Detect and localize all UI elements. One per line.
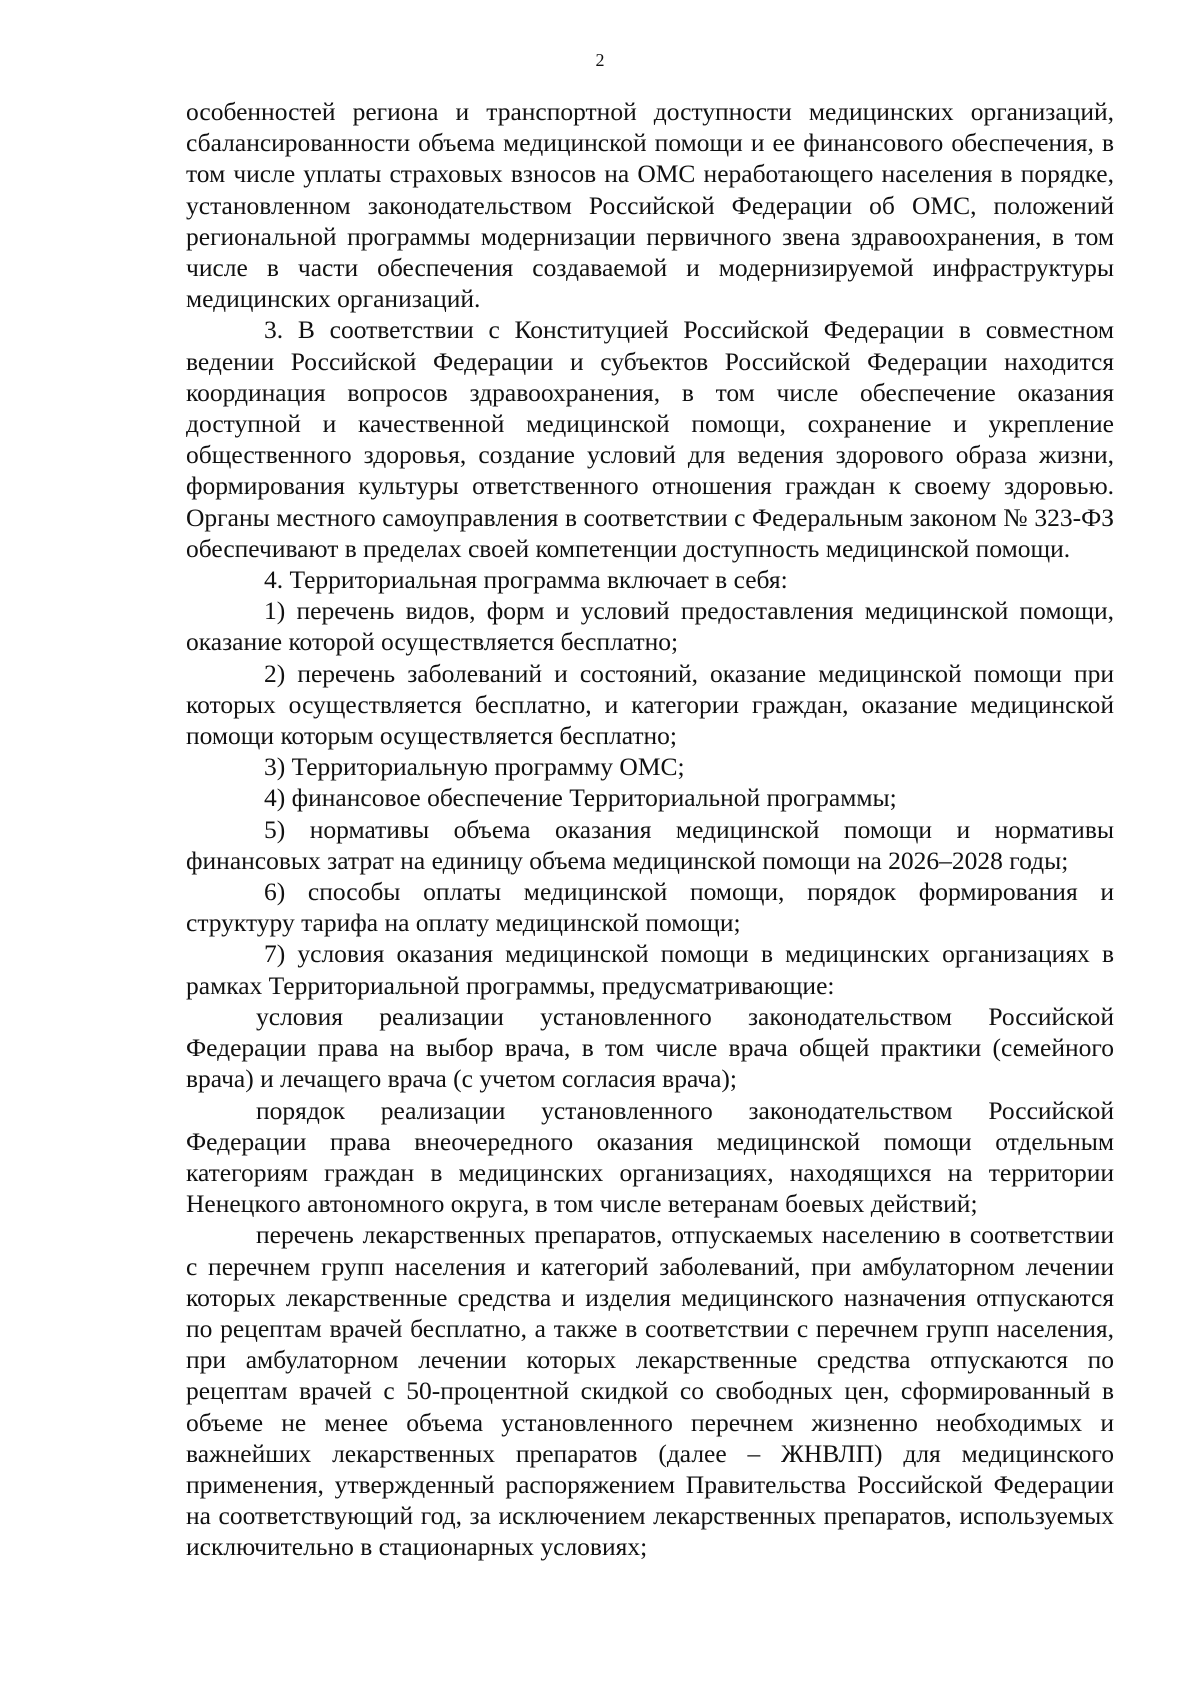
page-number: 2 [595, 50, 605, 70]
sub-item-drug-list: перечень лекарственных препаратов, отпускаемых населению в соответствии с перечнем групп населения и категорий заболеваний, при амбулаторном лечении которых лекарственные средства и изделия медицинского назначения отпускаются по рецептам врачей бесплатно, а также в соответствии с перечнем групп населения, при амбулаторном лечении которых лекарственные средства отпускаются по рецептам врачей с 50-процентной скидкой со свободных цен, сформированный в объеме не менее объема установленного перечнем жизненно необходимых и важнейших лекарственных препаратов (далее – ЖНВЛП) для медицинского применения, утвержденный распоряжением Правительства Российской Федерации на соответствующий год, за исключением лекарственных препаратов, используемых исключительно в стационарных условиях; [186, 1220, 1114, 1562]
paragraph-continuation: особенностей региона и транспортной доступности медицинских организаций, сбалансированности объема медицинской помощи и ее финансового обеспечения, в том числе уплаты страховых взносов на ОМС неработающего населения в порядке, установленном законодательством Российской Федерации об ОМС, положений региональной программы модернизации первичного звена здравоохранения, в том числе в части обеспечения создаваемой и модернизируемой инфраструктуры медицинских организаций. [186, 97, 1114, 314]
list-item-7: 7) условия оказания медицинской помощи в медицинских организациях в рамках Территориальной программы, предусматривающие: [186, 939, 1114, 1000]
document-body [186, 96, 1114, 1563]
list-item-4: 4) финансовое обеспечение Территориальной программы; [264, 783, 897, 813]
list-item-3: 3) Территориальную программу ОМС; [264, 752, 685, 782]
list-item-6: 6) способы оплаты медицинской помощи, порядок формирования и структуру тарифа на оплату медицинской помощи; [186, 877, 1114, 938]
list-item-5: 5) нормативы объема оказания медицинской помощи и нормативы финансовых затрат на единицу объема медицинской помощи на 2026–2028 годы; [186, 814, 1114, 875]
paragraph-section-3: 3. В соответствии с Конституцией Российской Федерации в совместном ведении Российской Федерации и субъектов Российской Федерации находится координация вопросов здравоохранения, в том числе обеспечение оказания доступной и качественной медицинской помощи, сохранение и укрепление общественного здоровья, создание условий для ведения здорового образа жизни, формирования культуры ответственного отношения граждан к своему здоровью. Органы местного самоуправления в соответствии с Федеральным законом № 323-ФЗ обеспечивают в пределах своей компетенции доступность медицинской помощи. [186, 315, 1114, 563]
list-item-1: 1) перечень видов, форм и условий предоставления медицинской помощи, оказание которой осуществляется бесплатно; [186, 596, 1114, 657]
sub-item-priority-care: порядок реализации установленного законодательством Российской Федерации права внеочередного оказания медицинской помощи отдельным категориям граждан в медицинских организациях, находящихся на территории Ненецкого автономного округа, в том числе ветеранам боевых действий; [186, 1095, 1114, 1219]
sub-item-doctor-choice: условия реализации установленного законодательством Российской Федерации права на выбор врача, в том числе врача общей практики (семейного врача) и лечащего врача (с учетом согласия врача); [186, 1001, 1114, 1094]
list-item-2: 2) перечень заболеваний и состояний, оказание медицинской помощи при которых осуществляется бесплатно, и категории граждан, оказание медицинской помощи которым осуществляется бесплатно; [186, 658, 1114, 751]
paragraph-section-4: 4. Территориальная программа включает в себя: [264, 565, 788, 595]
